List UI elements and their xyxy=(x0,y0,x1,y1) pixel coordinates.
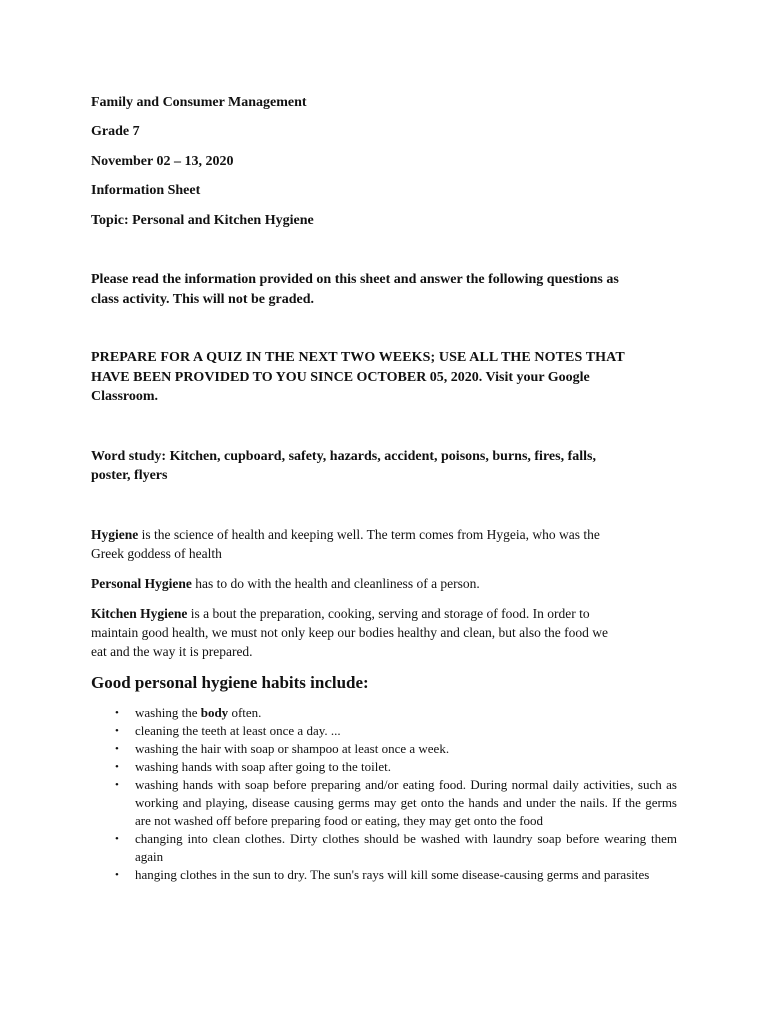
list-item-text: washing hands with soap after going to the toilet. xyxy=(135,759,391,774)
instructions-line-1: Please read the information provided on this sheet and answer the following questions as xyxy=(91,272,619,287)
list-item xyxy=(91,704,677,722)
kitchen-hygiene-text-2: maintain good health, we must not only keep our bodies healthy and clean, but also the food we xyxy=(91,625,609,640)
list-item-bold: body xyxy=(200,705,229,720)
word-study-line-1: Word study: Kitchen, cupboard, safety, hazards, accident, poisons, burns, fires, falls, xyxy=(91,449,596,464)
list-item xyxy=(91,830,677,866)
bullet-icon: • xyxy=(115,833,119,845)
hygiene-term: Hygiene xyxy=(91,527,139,542)
grade-label: Grade 7 xyxy=(91,124,140,139)
list-item-text: hanging clothes in the sun to dry. The sun's rays will kill some disease-causing germs and parasites xyxy=(135,867,650,882)
bullet-icon: • xyxy=(115,869,119,881)
list-item-text: often. xyxy=(228,705,262,720)
kitchen-hygiene-text-3: eat and the way it is prepared. xyxy=(91,644,253,659)
list-item xyxy=(91,722,677,740)
list-item xyxy=(91,866,677,884)
bullet-icon: • xyxy=(115,725,119,737)
list-item-text: changing into clean clothes. Dirty clothes should be washed with laundry soap before wearing them again xyxy=(135,831,677,864)
list-item-text: washing hands with soap before preparing and/or eating food. During normal daily activities, such as working and playing, disease causing germs may get onto the hands and under the nails. If the germs are not washed off before preparing food or eating, they may get onto the food xyxy=(135,777,677,828)
hygiene-text-2: Greek goddess of health xyxy=(91,546,222,561)
list-item xyxy=(91,740,677,758)
bullet-icon: • xyxy=(115,761,119,773)
subject-title: Family and Consumer Management xyxy=(91,95,307,110)
hygiene-text-1: is the science of health and keeping well. The term comes from Hygeia, who was the xyxy=(138,527,600,542)
kitchen-hygiene-term: Kitchen Hygiene xyxy=(91,606,188,621)
quiz-notice-line-2: HAVE BEEN PROVIDED TO YOU SINCE OCTOBER 05, 2020. Visit your Google xyxy=(91,370,590,385)
list-item xyxy=(91,758,677,776)
word-study-line-2: poster, flyers xyxy=(91,468,168,483)
personal-hygiene-text: has to do with the health and cleanliness of a person. xyxy=(191,576,480,591)
bullet-icon: • xyxy=(115,779,119,791)
bullet-icon: • xyxy=(115,707,119,719)
list-item xyxy=(91,776,677,830)
kitchen-hygiene-text-1: is a bout the preparation, cooking, serving and storage of food. In order to xyxy=(187,606,590,621)
date-range: November 02 – 13, 2020 xyxy=(91,154,234,169)
document-type: Information Sheet xyxy=(91,183,201,198)
list-item-text: cleaning the teeth at least once a day. ... xyxy=(135,723,341,738)
habits-list xyxy=(91,704,677,884)
topic-line: Topic: Personal and Kitchen Hygiene xyxy=(91,213,314,228)
quiz-notice-line-3: Classroom. xyxy=(91,389,159,404)
personal-hygiene-term: Personal Hygiene xyxy=(91,576,192,591)
habits-heading: Good personal hygiene habits include: xyxy=(91,673,369,692)
instructions-line-2: class activity. This will not be graded. xyxy=(91,292,314,307)
list-item-text: washing the xyxy=(135,705,201,720)
quiz-notice-line-1: PREPARE FOR A QUIZ IN THE NEXT TWO WEEKS; USE ALL THE NOTES THAT xyxy=(91,350,625,365)
list-item-text: washing the hair with soap or shampoo at least once a week. xyxy=(135,741,450,756)
bullet-icon: • xyxy=(115,743,119,755)
